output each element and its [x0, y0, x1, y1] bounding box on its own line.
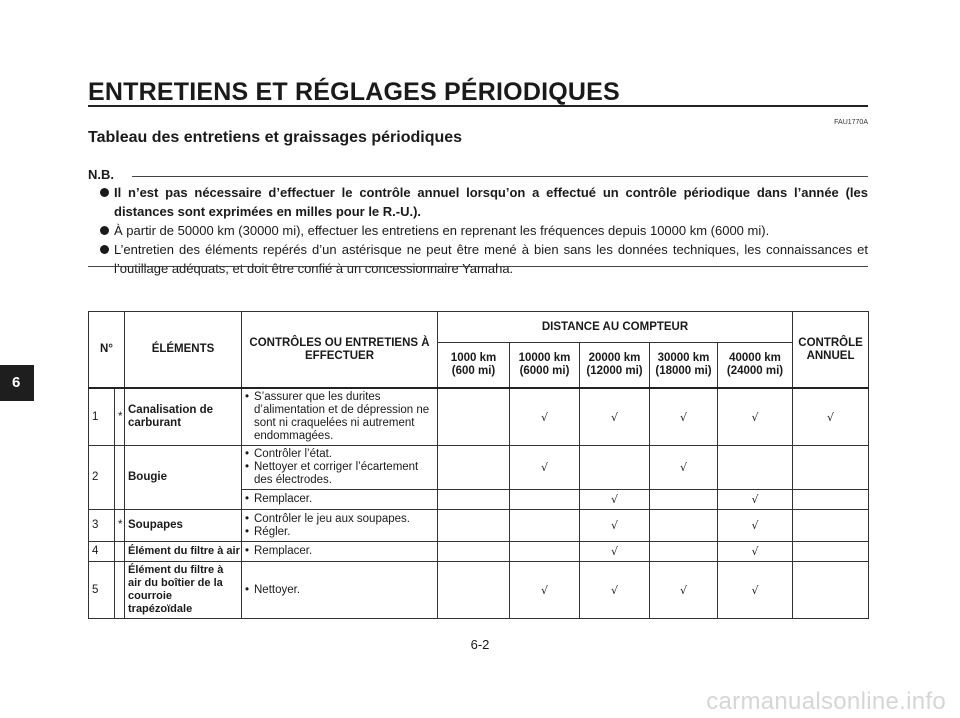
check-cell — [650, 542, 718, 562]
nb-header — [88, 167, 868, 181]
check-cell — [510, 510, 580, 542]
note-text: L’entretien des éléments repérés d’un astérisque ne peut être mené à bien sans les données techniques, les connaissances et l’outillage adéquats, et doit être confié à un concessionnaire Yamaha. — [114, 242, 868, 276]
row-element: Canalisation de carburant — [125, 388, 242, 446]
control-item: • Nettoyer et corriger l’écartement des électrodes. — [245, 461, 434, 487]
header-annual: CONTRÔLE ANNUEL — [793, 312, 869, 389]
check-cell — [438, 510, 510, 542]
reference-code: FAU1770A — [834, 119, 868, 126]
check-cell — [438, 542, 510, 562]
table-row — [89, 388, 869, 446]
control-item: • Régler. — [245, 526, 434, 539]
control-item: • Remplacer. — [245, 493, 434, 506]
check-cell: √ — [510, 562, 580, 619]
chapter-tab — [0, 365, 34, 401]
row-number: 3 — [89, 510, 115, 542]
row-controls — [242, 446, 438, 490]
check-cell: √ — [718, 490, 793, 510]
row-controls — [242, 388, 438, 446]
asterisk-mark: * — [115, 388, 125, 446]
check-cell — [650, 510, 718, 542]
check-cell — [793, 562, 869, 619]
table-row — [89, 446, 869, 490]
check-cell: √ — [580, 542, 650, 562]
check-cell — [793, 542, 869, 562]
check-cell — [650, 490, 718, 510]
chapter-number: 6 — [12, 374, 21, 391]
bullet-icon — [100, 188, 109, 197]
control-item: • Contrôler le jeu aux soupapes. — [245, 513, 434, 526]
check-cell: √ — [650, 388, 718, 446]
check-cell — [438, 562, 510, 619]
header-distance-20000: 20000 km (12000 mi) — [580, 343, 650, 389]
note-text: Il n’est pas nécessaire d’effectuer le contrôle annuel lorsqu’on a effectué un contrôle périodique dans l’année (les distances sont exprimées en milles pour le R.-U.). — [114, 185, 868, 219]
row-controls — [242, 510, 438, 542]
row-element: Soupapes — [125, 510, 242, 542]
row-element: Élément du filtre à air — [125, 542, 242, 562]
row-controls — [242, 562, 438, 619]
check-cell: √ — [718, 510, 793, 542]
notes-bottom-rule — [88, 266, 868, 267]
page-title: ENTRETIENS ET RÉGLAGES PÉRIODIQUES — [88, 78, 620, 106]
asterisk-mark — [115, 562, 125, 619]
check-cell — [510, 542, 580, 562]
note-item — [100, 240, 868, 278]
row-number: 1 — [89, 388, 115, 446]
page-number: 6-2 — [470, 637, 490, 652]
header-no: N° — [89, 312, 125, 389]
table-row — [89, 510, 869, 542]
check-cell: √ — [580, 388, 650, 446]
row-controls — [242, 490, 438, 510]
check-cell: √ — [718, 388, 793, 446]
title-underline — [88, 105, 868, 107]
control-item: • Remplacer. — [245, 545, 434, 558]
note-text: À partir de 50000 km (30000 mi), effectuer les entretiens en reprenant les fréquences depuis 10000 km (6000 mi). — [114, 223, 770, 238]
header-distance-1000: 1000 km (600 mi) — [438, 343, 510, 389]
control-item: • S’assurer que les durites d’alimentation et de dépression ne sont ni craquelées ni autrement endommagées. — [245, 391, 434, 443]
header-distance-30000: 30000 km (18000 mi) — [650, 343, 718, 389]
check-cell: √ — [510, 388, 580, 446]
control-item: • Contrôler l’état. — [245, 448, 434, 461]
header-element: ÉLÉMENTS — [125, 312, 242, 389]
section-title: Tableau des entretiens et graissages périodiques — [88, 129, 463, 146]
check-cell — [793, 490, 869, 510]
check-cell: √ — [580, 562, 650, 619]
notes-list — [100, 183, 868, 278]
nb-label: N.B. — [88, 167, 114, 182]
asterisk-mark — [115, 446, 125, 510]
watermark: carmanualsonline.info — [706, 688, 946, 715]
row-number: 5 — [89, 562, 115, 619]
header-distance-40000: 40000 km (24000 mi) — [718, 343, 793, 389]
note-item — [100, 183, 868, 221]
row-element: Élément du filtre à air du boîtier de la courroie trapézoïdale — [125, 562, 242, 619]
check-cell — [438, 446, 510, 490]
table-row — [89, 542, 869, 562]
check-cell: √ — [580, 490, 650, 510]
check-cell — [718, 446, 793, 490]
check-cell — [438, 388, 510, 446]
check-cell — [510, 490, 580, 510]
row-number: 2 — [89, 446, 115, 510]
maintenance-table — [88, 311, 869, 619]
check-cell: √ — [718, 562, 793, 619]
asterisk-mark — [115, 542, 125, 562]
check-cell: √ — [510, 446, 580, 490]
bullet-icon — [100, 226, 109, 235]
check-cell: √ — [793, 388, 869, 446]
check-cell: √ — [650, 562, 718, 619]
header-distance-10000: 10000 km (6000 mi) — [510, 343, 580, 389]
table-row — [89, 562, 869, 619]
check-cell: √ — [580, 510, 650, 542]
check-cell — [793, 446, 869, 490]
header-control: CONTRÔLES OU ENTRETIENS À EFFECTUER — [242, 312, 438, 389]
control-item: • Nettoyer. — [245, 584, 434, 597]
asterisk-mark: * — [115, 510, 125, 542]
check-cell: √ — [650, 446, 718, 490]
check-cell — [438, 490, 510, 510]
bullet-icon — [100, 245, 109, 254]
nb-rule — [132, 176, 868, 177]
row-number: 4 — [89, 542, 115, 562]
check-cell: √ — [718, 542, 793, 562]
check-cell — [580, 446, 650, 490]
row-element: Bougie — [125, 446, 242, 510]
row-controls — [242, 542, 438, 562]
check-cell — [793, 510, 869, 542]
note-item — [100, 221, 868, 240]
header-distance: DISTANCE AU COMPTEUR — [438, 312, 793, 343]
